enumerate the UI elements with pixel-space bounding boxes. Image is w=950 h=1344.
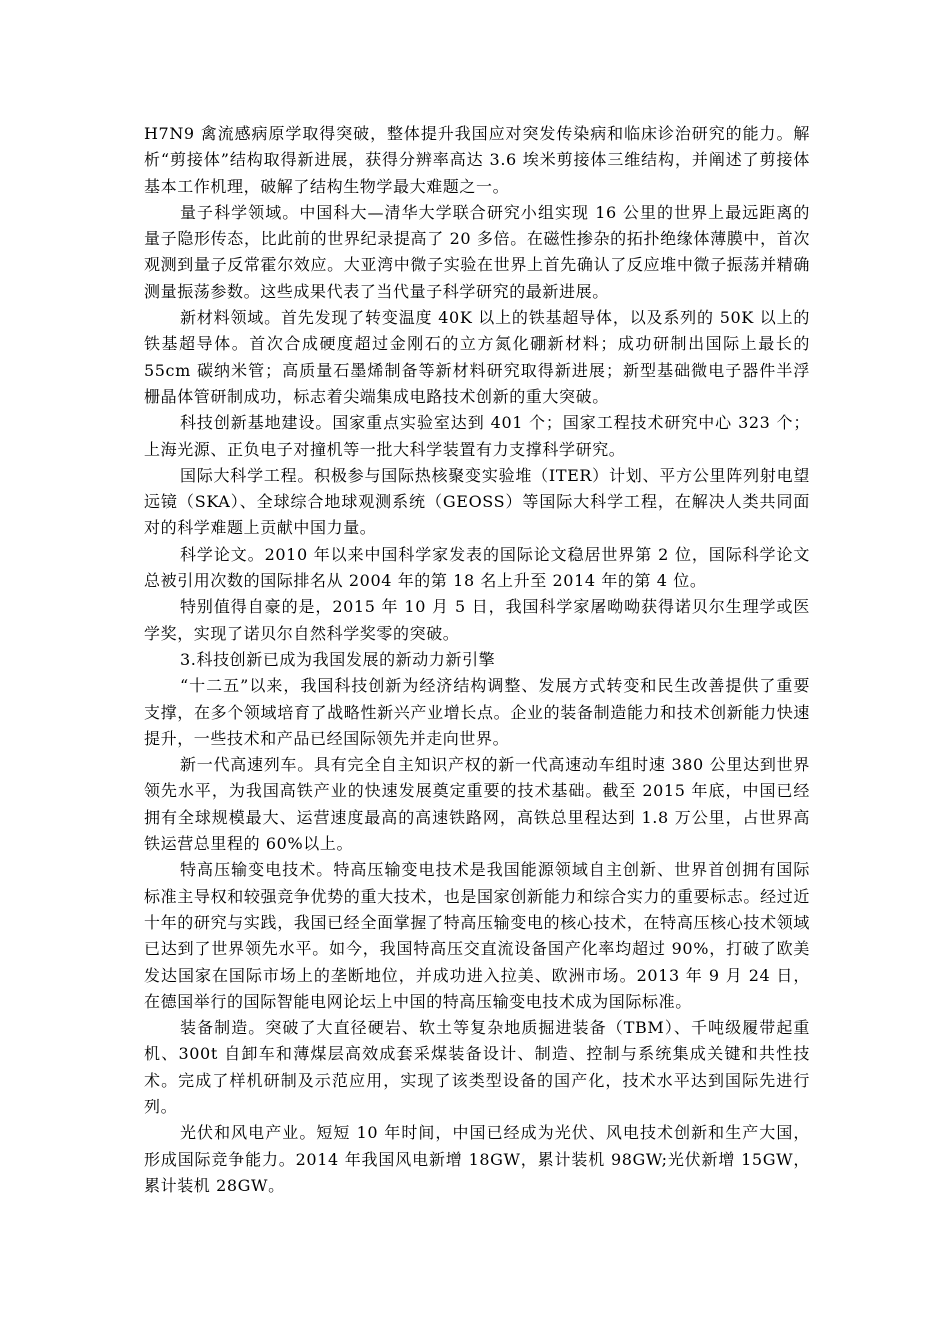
paragraph-innovation-bases: 科技创新基地建设。国家重点实验室达到 401 个；国家工程技术研究中心 323 个；上海光源、正负电子对撞机等一批大科学装置有力支撑科学研究。: [144, 413, 810, 459]
paragraph-nobel-prize: 特别值得自豪的是，2015 年 10 月 5 日，我国科学家屠呦呦获得诺贝尔生理学或医学奖，实现了诺贝尔自然科学奖零的突破。: [144, 597, 810, 643]
paragraph-new-materials: 新材料领域。首先发现了转变温度 40K 以上的铁基超导体，以及系列的 50K 以上的铁基超导体。首次合成硬度超过金刚石的立方氮化硼新材料；成功研制出国际上最长的 55cm 碳纳米管；高质量石墨烯制备等新材料研究取得新进展；新型基础微电子器件半浮栅晶体管研制成功，标志着尖端集成电路技术创新的重大突破。: [144, 308, 810, 406]
paragraph-equipment-manufacturing: 装备制造。突破了大直径硬岩、软土等复杂地质掘进装备（TBM）、千吨级履带起重机、300t 自卸车和薄煤层高效成套采煤装备设计、制造、控制与系统集成关键和共性技术。完成了样机研制及示范应用，实现了该类型设备的国产化，技术水平达到国际先进行列。: [144, 1018, 810, 1116]
document-body: [144, 121, 810, 1199]
paragraph-international-projects: 国际大科学工程。积极参与国际热核聚变实验堆（ITER）计划、平方公里阵列射电望远镜（SKA）、全球综合地球观测系统（GEOSS）等国际大科学工程，在解决人类共同面对的科学难题上贡献中国力量。: [144, 465, 810, 538]
paragraph-solar-wind: 光伏和风电产业。短短 10 年时间，中国已经成为光伏、风电技术创新和生产大国，形成国际竞争能力。2014 年我国风电新增 18GW，累计装机 98GW;光伏新增 15GW，累计装机 28GW。: [144, 1123, 810, 1195]
paragraph-twelfth-five-year: “十二五”以来，我国科技创新为经济结构调整、发展方式转变和民生改善提供了重要支撑，在多个领域培育了战略性新兴产业增长点。企业的装备制造能力和技术创新能力快速提升，一些技术和产品已经国际领先并走向世界。: [144, 676, 810, 748]
paragraph-scientific-papers: 科学论文。2010 年以来中国科学家发表的国际论文稳居世界第 2 位，国际科学论文总被引用次数的国际排名从 2004 年的第 18 名上升至 2014 年的第 4 位。: [144, 544, 810, 591]
section-heading: 3.科技创新已成为我国发展的新动力新引擎: [180, 649, 496, 669]
paragraph-high-speed-train: 新一代高速列车。具有完全自主知识产权的新一代高速动车组时速 380 公里达到世界领先水平，为我国高铁产业的快速发展奠定重要的技术基础。截至 2015 年底，中国已经拥有全球规模最大、运营速度最高的高速铁路网，高铁总里程达到 1.8 万公里，占世界高铁运营总里程的 60%以上。: [144, 755, 810, 854]
paragraph-quantum-science: 量子科学领域。中国科大—清华大学联合研究小组实现 16 公里的世界上最远距离的量子隐形传态，比此前的世界纪录提高了 20 多倍。在磁性掺杂的拓扑绝缘体薄膜中，首次观测到量子反常霍尔效应。大亚湾中微子实验在世界上首先确认了反应堆中微子振荡并精确测量振荡参数。这些成果代表了当代量子科学研究的最新进展。: [144, 202, 810, 301]
paragraph-uhv-transmission: 特高压输变电技术。特高压输变电技术是我国能源领域自主创新、世界首创拥有国际标准主导权和较强竞争优势的重大技术，也是国家创新能力和综合实力的重要标志。经过近十年的研究与实践，我国已经全面掌握了特高压输变电的核心技术，在特高压核心技术领域已达到了世界领先水平。如今，我国特高压交直流设备国产化率均超过 90%，打破了欧美发达国家在国际市场上的垄断地位，并成功进入拉美、欧洲市场。2013 年 9 月 24 日，在德国举行的国际智能电网论坛上中国的特高压输变电技术成为国际标准。: [144, 860, 810, 1011]
paragraph-h7n9-continuation: H7N9 禽流感病原学取得突破，整体提升我国应对突发传染病和临床诊治研究的能力。解析“剪接体”结构取得新进展，获得分辨率高达 3.6 埃米剪接体三维结构，并阐述了剪接体基本工作机理，破解了结构生物学最大难题之一。: [144, 124, 810, 196]
